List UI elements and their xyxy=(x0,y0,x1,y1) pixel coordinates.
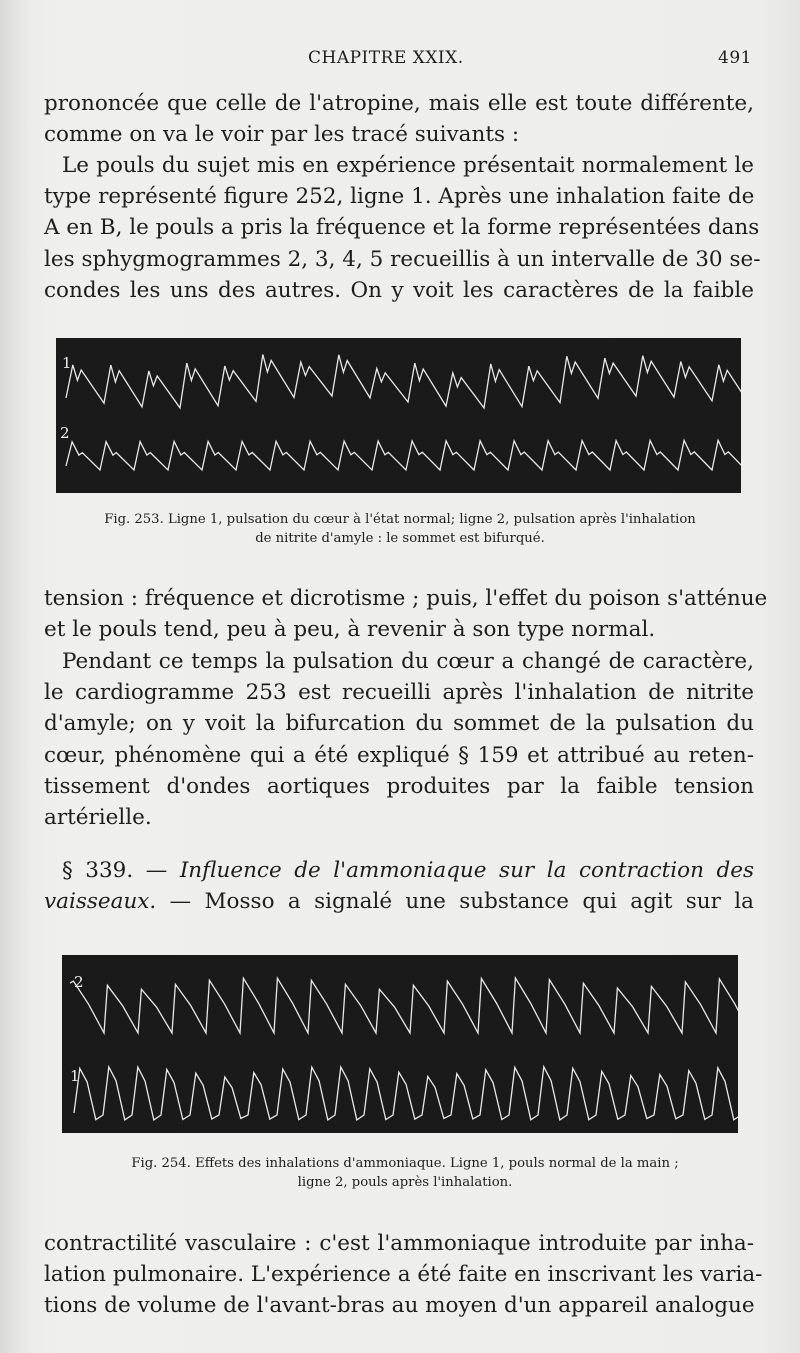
trace-label-2: 2 xyxy=(60,424,70,442)
section-heading-line xyxy=(44,855,754,886)
text-line: tissement d'ondes aortiques produites par la faible tension xyxy=(44,773,754,799)
section-number: § 339. — xyxy=(62,858,168,883)
caption-line: de nitrite d'amyle : le sommet est bifurqué. xyxy=(255,531,545,546)
pulse-trace-line-2 xyxy=(70,978,738,1033)
figure-254-caption xyxy=(70,1154,740,1192)
text-line: artérielle. xyxy=(44,805,152,831)
trace-label-1: 1 xyxy=(70,1067,80,1085)
text-line: tions de volume de l'avant-bras au moyen d'un appareil analogue xyxy=(44,1293,755,1319)
text-line: les sphygmogrammes 2, 3, 4, 5 recueillis à un intervalle de 30 se- xyxy=(44,246,761,272)
text-line: Le pouls du sujet mis en expérience présentait normalement le xyxy=(62,153,754,178)
figure-253-caption xyxy=(60,510,740,548)
text-line: contractilité vasculaire : c'est l'ammoniaque introduite par inha- xyxy=(44,1231,754,1256)
paragraph-2 xyxy=(44,150,761,306)
section-title: Influence de l'ammoniaque sur la contraction des xyxy=(179,858,754,883)
caption-line: Fig. 253. Ligne 1, pulsation du cœur à l'état normal; ligne 2, pulsation après l'inhalation xyxy=(104,512,696,527)
text-line: cœur, phénomène qui a été expliqué § 159 et attribué au reten- xyxy=(44,742,754,768)
section-339 xyxy=(44,855,754,917)
text-line: A en B, le pouls a pris la fréquence et la forme représentées dans xyxy=(44,215,760,241)
figure-253-svg xyxy=(56,338,741,493)
text-line: prononcée que celle de l'atropine, mais elle est toute différente, xyxy=(44,91,754,116)
text-line: tension : fréquence et dicrotisme ; puis, l'effet du poison s'atténue xyxy=(44,586,768,611)
paragraph-5 xyxy=(44,1228,763,1322)
section-heading-line xyxy=(44,886,754,917)
paragraph-1 xyxy=(44,88,754,150)
trace-label-1: 1 xyxy=(62,354,72,372)
text-line: lation pulmonaire. L'expérience a été faite en inscrivant les varia- xyxy=(44,1262,763,1288)
pulse-trace-line-1 xyxy=(66,355,741,409)
figure-254-svg xyxy=(62,955,738,1133)
section-text: — Mosso a signalé une substance qui agit sur la xyxy=(169,889,754,915)
text-line: Pendant ce temps la pulsation du cœur a changé de caractère, xyxy=(62,649,754,674)
text-line: le cardiogramme 253 est recueilli après l'inhalation de nitrite xyxy=(44,680,754,706)
paragraph-4 xyxy=(44,646,754,833)
figure-253-trace xyxy=(56,338,741,493)
running-header xyxy=(40,48,760,74)
paragraph-3 xyxy=(44,583,768,645)
chapter-title: CHAPITRE XXIX. xyxy=(308,48,464,68)
caption-line: Fig. 254. Effets des inhalations d'ammoniaque. Ligne 1, pouls normal de la main ; xyxy=(131,1156,679,1171)
section-title-cont: vaisseaux. xyxy=(44,889,157,915)
page-number: 491 xyxy=(718,48,752,68)
text-line: et le pouls tend, peu à peu, à revenir à son type normal. xyxy=(44,617,656,643)
caption-line: ligne 2, pouls après l'inhalation. xyxy=(297,1175,513,1190)
pulse-trace-line-1 xyxy=(74,1067,738,1120)
figure-254-trace xyxy=(62,955,738,1133)
pulse-trace-line-2 xyxy=(66,440,741,470)
text-line: condes les uns des autres. On y voit les caractères de la faible xyxy=(44,277,754,303)
trace-label-2: 2 xyxy=(74,973,84,991)
text-line: d'amyle; on y voit la bifurcation du sommet de la pulsation du xyxy=(44,711,754,737)
text-line: comme on va le voir par les tracé suivants : xyxy=(44,122,520,148)
text-line: type représenté figure 252, ligne 1. Après une inhalation faite de xyxy=(44,184,755,210)
